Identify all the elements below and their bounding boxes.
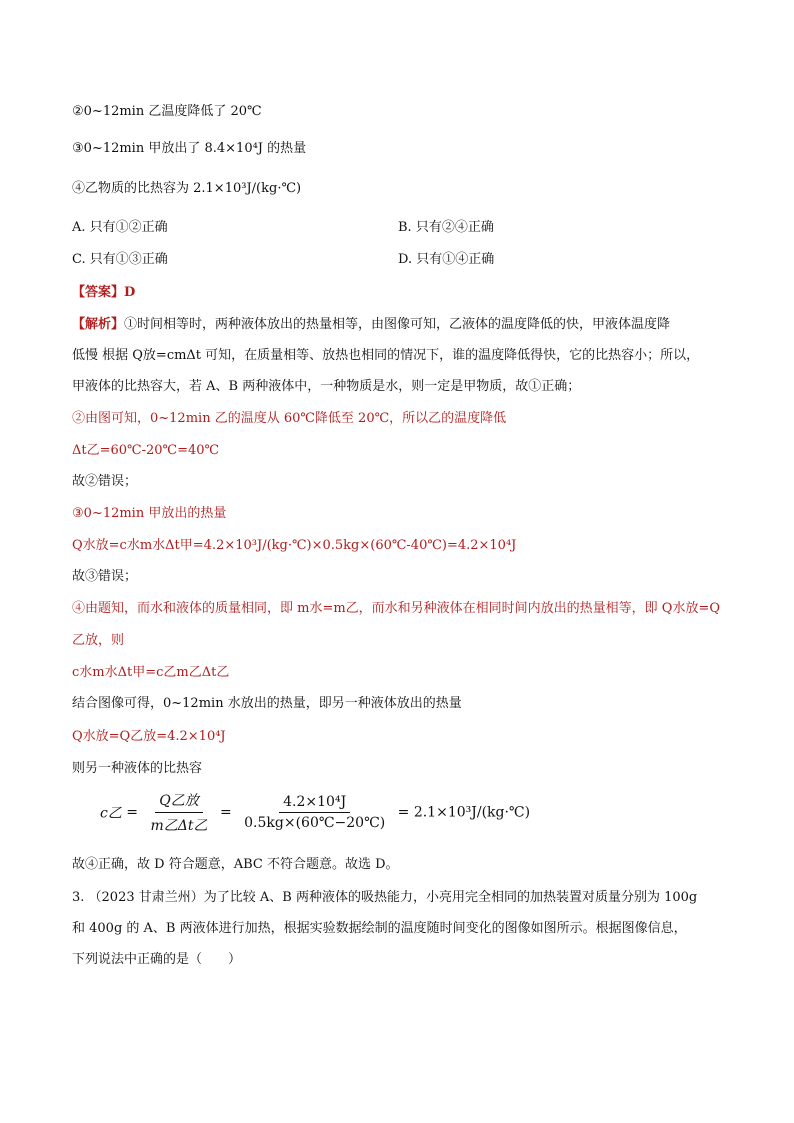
analysis-line-15: 则另一种液体的比热容 bbox=[72, 761, 203, 776]
formula-frac2-numerator: 4.2×10⁴J bbox=[279, 794, 350, 813]
analysis-line-2: 低慢 根据 Q放=cmΔt 可知，在质量相等、放热也相同的情况下，谁的温度降低得快，它的比热容小；所以， bbox=[72, 348, 700, 363]
question-3-line-3: 下列说法中正确的是（ ） bbox=[72, 952, 242, 967]
formula-frac1-numerator: Q乙放 bbox=[155, 790, 202, 813]
analysis-line-9: 故③错误； bbox=[72, 569, 138, 584]
analysis-line-13: 结合图像可得，0~12min 水放出的热量，即另一种液体放出的热量 bbox=[72, 696, 462, 711]
answer-tag: 【答案】 bbox=[72, 285, 125, 300]
formula-fraction-2 bbox=[240, 794, 389, 831]
analysis-line-5: Δt乙=60℃-20℃=40℃ bbox=[72, 443, 220, 458]
analysis-line-14: Q水放=Q乙放=4.2×10⁴J bbox=[72, 729, 226, 744]
formula-lhs: c乙 bbox=[100, 805, 122, 822]
option-d: D. 只有①④正确 bbox=[398, 252, 495, 267]
analysis-line-12: c水m水Δt甲=c乙m乙Δt乙 bbox=[72, 665, 230, 680]
formula-fraction-1 bbox=[146, 790, 211, 835]
analysis-line-6: 故②错误； bbox=[72, 474, 138, 489]
answer-value: D bbox=[124, 285, 136, 300]
analysis-line-4: ②由图可知，0~12min 乙的温度从 60℃降低至 20℃，所以乙的温度降低 bbox=[72, 411, 507, 426]
analysis-line-1 bbox=[72, 315, 670, 335]
analysis-line-7: ③0~12min 甲放出的热量 bbox=[72, 506, 227, 521]
statement-4: ④乙物质的比热容为 2.1×10³J/(kg·℃) bbox=[72, 181, 302, 196]
formula-rhs: = 2.1×10³J/(kg·℃) bbox=[397, 804, 531, 821]
formula-frac2-denominator: 0.5kg×(60℃−20℃) bbox=[244, 815, 386, 831]
option-a: A. 只有①②正确 bbox=[72, 220, 168, 235]
analysis-tag: 【解析】 bbox=[72, 317, 125, 332]
question-3-line-1: 3. （2023 甘肃兰州）为了比较 A、B 两种液体的吸热能力，小亮用完全相同的加热装置对质量分别为 100g bbox=[72, 890, 698, 905]
specific-heat-formula: c乙 = $\frac{\text{Q乙放}}{\text{m乙Δt乙}}$ = $\frac{\text{4.2×10⁴J}}{0.5kg\times(60℃-20℃)}$ = 2.1×10³J/(kg·℃) bbox=[100, 790, 530, 840]
question-3-line-2: 和 400g 的 A、B 两液体进行加热，根据实验数据绘制的温度随时间变化的图像如图所示。根据图像信息， bbox=[72, 921, 687, 936]
analysis-conclusion: 故④正确，故 D 符合题意，ABC 不符合题意。故选 D。 bbox=[72, 857, 399, 872]
formula-frac1-denominator: m乙Δt乙 bbox=[150, 818, 208, 834]
option-c: C. 只有①③正确 bbox=[72, 252, 168, 267]
analysis-text-1: ①时间相等时，两种液体放出的热量相等，由图像可知，乙液体的温度降低的快，甲液体温度降 bbox=[124, 317, 671, 332]
analysis-line-10: ④由题知，而水和液体的质量相同，即 m水=m乙，而水和另种液体在相同时间内放出的热量相等，即 Q水放=Q bbox=[72, 601, 721, 616]
answer-line bbox=[72, 283, 135, 303]
statement-2: ②0~12min 乙温度降低了 20℃ bbox=[72, 104, 262, 119]
analysis-line-11: 乙放，则 bbox=[72, 633, 125, 648]
option-b: B. 只有②④正确 bbox=[398, 220, 494, 235]
statement-3: ③0~12min 甲放出了 8.4×10⁴J 的热量 bbox=[72, 141, 307, 156]
analysis-line-3: 甲液体的比热容大，若 A、B 两种液体中，一种物质是水，则一定是甲物质，故①正确； bbox=[72, 379, 581, 394]
analysis-line-8: Q水放=c水m水Δt甲=4.2×10³J/(kg·℃)×0.5kg×(60℃-40℃)=4.2×10⁴J bbox=[72, 538, 517, 553]
